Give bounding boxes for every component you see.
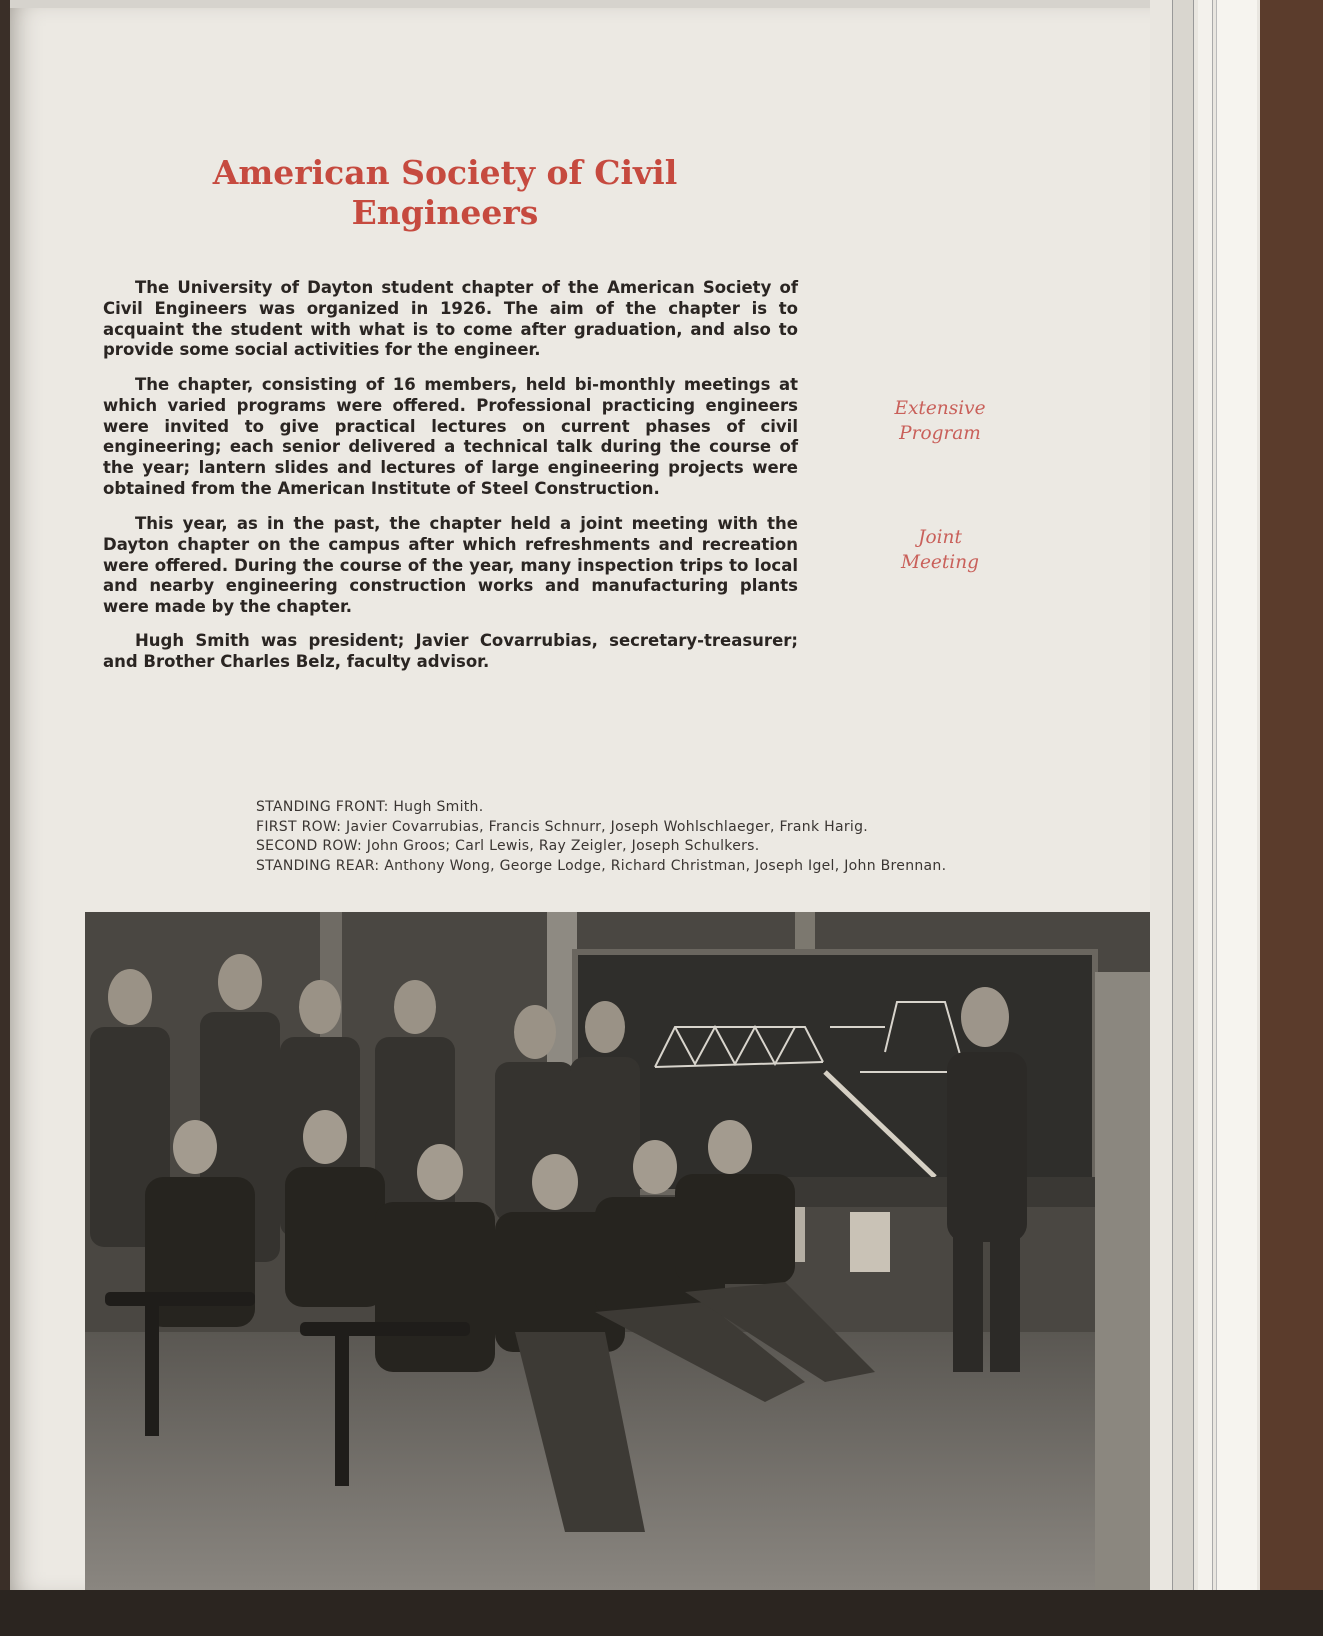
caption-standing-rear: STANDING REAR: Anthony Wong, George Lodge, Richard Christman, Joseph Igel, John Brennan. <box>256 857 947 874</box>
title-line-2: Engineers <box>351 193 539 232</box>
group-photo <box>85 912 1150 1590</box>
paragraph-program: The chapter, consisting of 16 members, held bi-monthly meetings at which varied programs were offered. Professional practicing engineers were invited to give practical lectures on current phases of civil engineering; each senior delivered a technical talk during the course of the year; lantern slides and lectures of large engineering projects were obtained from the American Institute of Steel Construction. <box>103 375 798 498</box>
title-line-1: American Society of Civil <box>212 153 678 192</box>
margin-note-extensive-program: Extensive Program <box>894 398 986 444</box>
page-edges <box>1150 0 1323 1636</box>
photo-caption <box>230 798 1010 876</box>
caption-second-row: SECOND ROW: John Groos; Carl Lewis, Ray Zeigler, Joseph Schulkers. <box>256 838 760 854</box>
paragraph-intro: The University of Dayton student chapter of the American Society of Civil Engineers was organized in 1926. The aim of the chapter is to acquaint the student with what is to come after graduation, and also to provide some social activities for the engineer. <box>103 278 798 360</box>
paragraph-officers: Hugh Smith was president; Javier Covarrubias, secretary-treasurer; and Brother Charles Belz, faculty advisor. <box>103 631 798 671</box>
book-bottom-shadow <box>0 1590 1323 1636</box>
paragraph-joint-meeting: This year, as in the past, the chapter held a joint meeting with the Dayton chapter on the campus after which refreshments and recreation were offered. During the course of the year, many inspection trips to local and nearby engineering construction works and manufacturing plants were made by the chapter. <box>103 514 798 617</box>
caption-first-row: FIRST ROW: Javier Covarrubias, Francis Schnurr, Joseph Wohlschlaeger, Frank Harig. <box>256 818 869 835</box>
margin-note-joint-meeting: Joint Meeting <box>901 527 979 573</box>
page-title <box>150 153 740 233</box>
classroom-scene-illustration <box>85 912 1150 1590</box>
caption-standing-front: STANDING FRONT: Hugh Smith. <box>256 799 484 815</box>
book-spine-shadow <box>0 0 10 1636</box>
